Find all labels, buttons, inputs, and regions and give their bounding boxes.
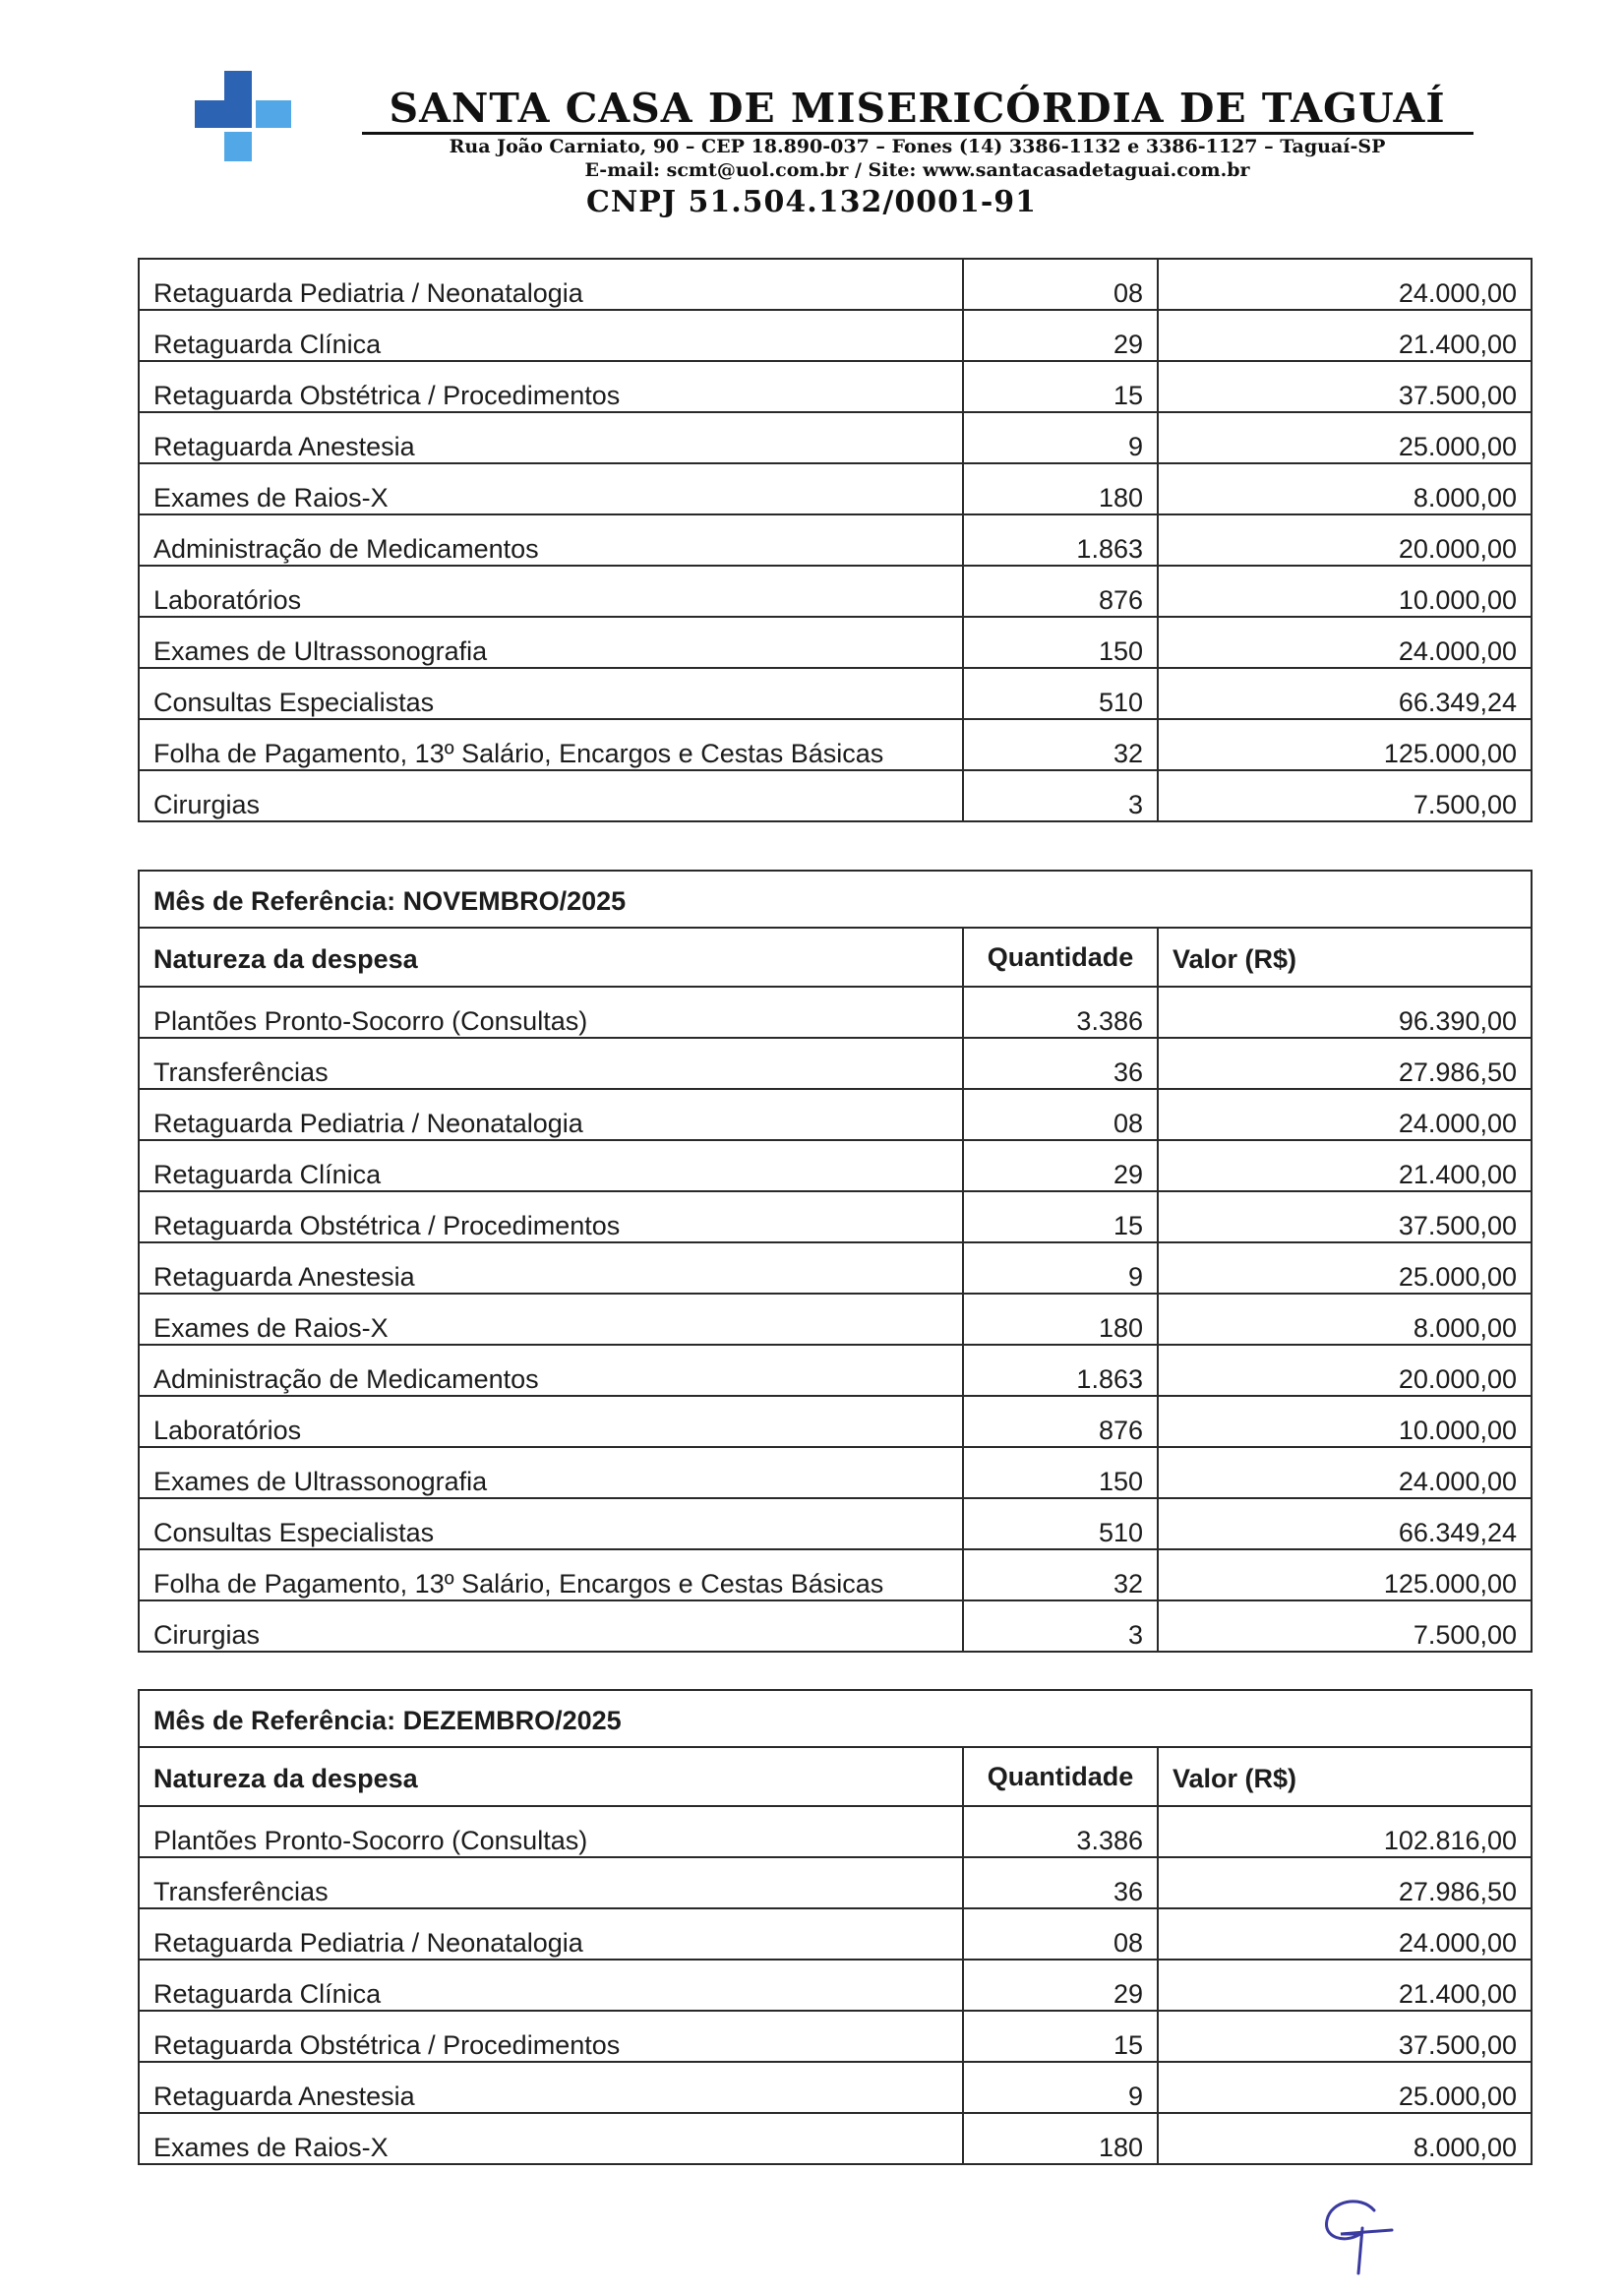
quantity-cell: 15 (963, 361, 1158, 412)
expense-table-continued (138, 258, 1533, 822)
table-row (139, 259, 1532, 310)
value-cell: 125.000,00 (1158, 1549, 1532, 1600)
value-cell: 7.500,00 (1158, 1600, 1532, 1652)
quantity-cell: 32 (963, 719, 1158, 770)
organization-cnpj: CNPJ 51.504.132/0001-91 (585, 185, 1038, 219)
table-row (139, 1447, 1532, 1498)
expense-nature-cell: Exames de Ultrassonografia (139, 1447, 963, 1498)
quantity-cell: 180 (963, 1294, 1158, 1345)
table-row (139, 1191, 1532, 1242)
expense-nature-cell: Folha de Pagamento, 13º Salário, Encargos e Cestas Básicas (139, 1549, 963, 1600)
expense-nature-cell: Administração de Medicamentos (139, 1345, 963, 1396)
value-cell: 8.000,00 (1158, 2113, 1532, 2164)
value-cell: 24.000,00 (1158, 1447, 1532, 1498)
column-header-quantity: Quantidade (963, 1747, 1158, 1806)
table-row (139, 1908, 1532, 1960)
expense-nature-cell: Plantões Pronto-Socorro (Consultas) (139, 987, 963, 1038)
table-row (139, 1345, 1532, 1396)
reference-month: Mês de Referência: NOVEMBRO/2025 (139, 871, 1532, 928)
organization-contact: E-mail: scmt@uol.com.br / Site: www.santacasadetaguai.com.br (584, 159, 1250, 181)
quantity-cell: 36 (963, 1857, 1158, 1908)
quantity-cell: 180 (963, 463, 1158, 514)
expense-nature-cell: Retaguarda Obstétrica / Procedimentos (139, 1191, 963, 1242)
value-cell: 24.000,00 (1158, 259, 1532, 310)
handwritten-signature (1313, 2189, 1402, 2277)
table-row (139, 617, 1532, 668)
expense-nature-cell: Exames de Raios-X (139, 463, 963, 514)
table-row (139, 987, 1532, 1038)
expense-nature-cell: Retaguarda Anestesia (139, 412, 963, 463)
month-row (139, 1690, 1532, 1747)
reference-month: Mês de Referência: DEZEMBRO/2025 (139, 1690, 1532, 1747)
value-cell: 25.000,00 (1158, 412, 1532, 463)
column-header-nature: Natureza da despesa (139, 928, 963, 987)
quantity-cell: 15 (963, 1191, 1158, 1242)
expense-nature-cell: Exames de Raios-X (139, 2113, 963, 2164)
value-cell: 25.000,00 (1158, 1242, 1532, 1294)
table-row (139, 566, 1532, 617)
quantity-cell: 1.863 (963, 1345, 1158, 1396)
expense-nature-cell: Cirurgias (139, 770, 963, 821)
column-header-value: Valor (R$) (1158, 928, 1532, 987)
value-cell: 21.400,00 (1158, 310, 1532, 361)
column-header-nature: Natureza da despesa (139, 1747, 963, 1806)
value-cell: 21.400,00 (1158, 1140, 1532, 1191)
value-cell: 66.349,24 (1158, 668, 1532, 719)
table-row (139, 2011, 1532, 2062)
organization-name: SANTA CASA DE MISERICÓRDIA DE TAGUAÍ (389, 85, 1446, 132)
value-cell: 8.000,00 (1158, 1294, 1532, 1345)
quantity-cell: 3.386 (963, 1806, 1158, 1857)
expense-nature-cell: Retaguarda Pediatria / Neonatalogia (139, 1089, 963, 1140)
table-row (139, 1806, 1532, 1857)
quantity-cell: 150 (963, 617, 1158, 668)
quantity-cell: 32 (963, 1549, 1158, 1600)
quantity-cell: 3 (963, 770, 1158, 821)
value-cell: 96.390,00 (1158, 987, 1532, 1038)
table-row (139, 1242, 1532, 1294)
column-header-value: Valor (R$) (1158, 1747, 1532, 1806)
expense-nature-cell: Consultas Especialistas (139, 1498, 963, 1549)
table-row (139, 2113, 1532, 2164)
expense-nature-cell: Retaguarda Clínica (139, 1960, 963, 2011)
value-cell: 7.500,00 (1158, 770, 1532, 821)
table-row (139, 412, 1532, 463)
value-cell: 21.400,00 (1158, 1960, 1532, 2011)
value-cell: 20.000,00 (1158, 1345, 1532, 1396)
value-cell: 24.000,00 (1158, 617, 1532, 668)
table-row (139, 2062, 1532, 2113)
expense-nature-cell: Exames de Ultrassonografia (139, 617, 963, 668)
organization-address: Rua João Carniato, 90 – CEP 18.890-037 – Fones (14) 3386-1132 e 3386-1127 – Taguaí-SP (449, 136, 1386, 157)
table-row (139, 1960, 1532, 2011)
table-row (139, 514, 1532, 566)
expense-nature-cell: Transferências (139, 1857, 963, 1908)
table-row (139, 1396, 1532, 1447)
quantity-cell: 29 (963, 1960, 1158, 2011)
table-row (139, 1600, 1532, 1652)
expense-table-december (138, 1689, 1533, 2165)
quantity-cell: 3 (963, 1600, 1158, 1652)
expense-nature-cell: Exames de Raios-X (139, 1294, 963, 1345)
table-body (139, 1806, 1532, 2164)
value-cell: 8.000,00 (1158, 463, 1532, 514)
month-row (139, 871, 1532, 928)
table-row (139, 1294, 1532, 1345)
hospital-cross-logo-icon (195, 71, 293, 161)
quantity-cell: 29 (963, 1140, 1158, 1191)
table-row (139, 361, 1532, 412)
expense-nature-cell: Retaguarda Pediatria / Neonatalogia (139, 1908, 963, 1960)
expense-nature-cell: Cirurgias (139, 1600, 963, 1652)
value-cell: 25.000,00 (1158, 2062, 1532, 2113)
table-row (139, 1549, 1532, 1600)
expense-nature-cell: Transferências (139, 1038, 963, 1089)
quantity-cell: 510 (963, 1498, 1158, 1549)
expense-nature-cell: Retaguarda Clínica (139, 310, 963, 361)
quantity-cell: 3.386 (963, 987, 1158, 1038)
expense-nature-cell: Retaguarda Clínica (139, 1140, 963, 1191)
table-row (139, 1140, 1532, 1191)
table-body (139, 259, 1532, 821)
value-cell: 24.000,00 (1158, 1089, 1532, 1140)
quantity-cell: 9 (963, 1242, 1158, 1294)
quantity-cell: 510 (963, 668, 1158, 719)
value-cell: 37.500,00 (1158, 2011, 1532, 2062)
quantity-cell: 08 (963, 1089, 1158, 1140)
value-cell: 37.500,00 (1158, 361, 1532, 412)
quantity-cell: 1.863 (963, 514, 1158, 566)
header-row (139, 928, 1532, 987)
quantity-cell: 150 (963, 1447, 1158, 1498)
expense-nature-cell: Retaguarda Obstétrica / Procedimentos (139, 361, 963, 412)
expense-nature-cell: Administração de Medicamentos (139, 514, 963, 566)
quantity-cell: 180 (963, 2113, 1158, 2164)
value-cell: 37.500,00 (1158, 1191, 1532, 1242)
table-row (139, 719, 1532, 770)
table-row (139, 1857, 1532, 1908)
quantity-cell: 15 (963, 2011, 1158, 2062)
expense-nature-cell: Plantões Pronto-Socorro (Consultas) (139, 1806, 963, 1857)
value-cell: 20.000,00 (1158, 514, 1532, 566)
expense-nature-cell: Retaguarda Anestesia (139, 1242, 963, 1294)
value-cell: 27.986,50 (1158, 1038, 1532, 1089)
value-cell: 10.000,00 (1158, 566, 1532, 617)
table-row (139, 310, 1532, 361)
table-row (139, 463, 1532, 514)
value-cell: 10.000,00 (1158, 1396, 1532, 1447)
quantity-cell: 08 (963, 259, 1158, 310)
expense-nature-cell: Laboratórios (139, 1396, 963, 1447)
table-row (139, 1089, 1532, 1140)
value-cell: 66.349,24 (1158, 1498, 1532, 1549)
expense-nature-cell: Retaguarda Pediatria / Neonatalogia (139, 259, 963, 310)
expense-nature-cell: Retaguarda Obstétrica / Procedimentos (139, 2011, 963, 2062)
value-cell: 24.000,00 (1158, 1908, 1532, 1960)
value-cell: 27.986,50 (1158, 1857, 1532, 1908)
header-row (139, 1747, 1532, 1806)
letterhead (0, 0, 1624, 236)
quantity-cell: 9 (963, 2062, 1158, 2113)
quantity-cell: 36 (963, 1038, 1158, 1089)
expense-nature-cell: Consultas Especialistas (139, 668, 963, 719)
title-underline (362, 132, 1474, 135)
table-row (139, 1498, 1532, 1549)
quantity-cell: 876 (963, 1396, 1158, 1447)
value-cell: 125.000,00 (1158, 719, 1532, 770)
expense-nature-cell: Folha de Pagamento, 13º Salário, Encargos e Cestas Básicas (139, 719, 963, 770)
table-row (139, 770, 1532, 821)
value-cell: 102.816,00 (1158, 1806, 1532, 1857)
quantity-cell: 876 (963, 566, 1158, 617)
table-row (139, 1038, 1532, 1089)
column-header-quantity: Quantidade (963, 928, 1158, 987)
quantity-cell: 9 (963, 412, 1158, 463)
expense-nature-cell: Retaguarda Anestesia (139, 2062, 963, 2113)
expense-nature-cell: Laboratórios (139, 566, 963, 617)
table-body (139, 987, 1532, 1652)
table-row (139, 668, 1532, 719)
quantity-cell: 29 (963, 310, 1158, 361)
expense-table-november (138, 870, 1533, 1653)
quantity-cell: 08 (963, 1908, 1158, 1960)
